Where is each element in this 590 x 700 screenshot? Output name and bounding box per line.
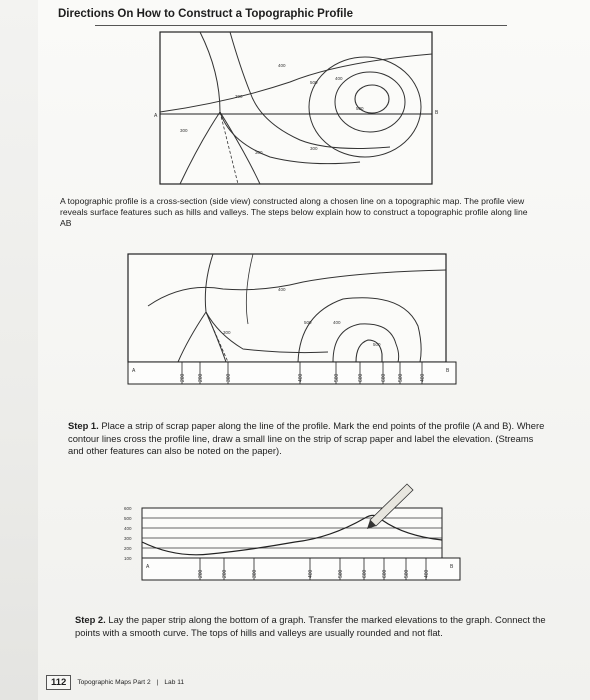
contour-label: 500 xyxy=(310,80,318,85)
graph-y-axis-label: 200 xyxy=(124,546,132,551)
graph-y-axis-label: 600 xyxy=(124,506,132,511)
topographic-map-2 xyxy=(128,254,458,400)
step-2-text: Lay the paper strip along the bottom of a graph. Transfer the marked elevations to the graph. Connect the points with a smooth curve. The tops of hills and valleys are usually rounded and not flat. xyxy=(75,614,546,638)
contour-label: 500 xyxy=(356,106,364,111)
strip-tick-label: 500 xyxy=(398,373,404,382)
footer-separator: | xyxy=(156,679,159,686)
contour-label: 400 xyxy=(278,63,286,68)
point-a-label: A xyxy=(146,564,150,570)
contour-label: 400 xyxy=(335,76,343,81)
contour-label: 300 xyxy=(180,128,188,133)
step-1-label: Step 1. xyxy=(68,420,99,431)
step-1-instructions xyxy=(68,420,550,458)
graph-strip-tick-label: 300 xyxy=(252,569,258,578)
contour-label: 500 xyxy=(304,320,312,325)
graph-strip-tick-label: 600 xyxy=(362,569,368,578)
contour-label: 400 xyxy=(278,287,286,292)
step-2-label: Step 2. xyxy=(75,614,106,625)
point-b-label: B xyxy=(435,110,439,116)
graph-strip-tick-label: 200 xyxy=(198,569,204,578)
title-underline xyxy=(95,25,507,26)
point-b-label: B xyxy=(446,368,450,374)
contour-label: 300 xyxy=(223,330,231,335)
contour-label: 300 xyxy=(235,94,243,99)
strip-tick-label: 400 xyxy=(298,373,304,382)
footer-section: Topographic Maps Part 2 xyxy=(77,679,151,686)
page-number: 112 xyxy=(46,675,71,690)
strip-tick-label: 400 xyxy=(420,373,426,382)
strip-tick-label: 200 xyxy=(198,373,204,382)
point-a-label: A xyxy=(132,368,136,374)
strip-tick-label: 600 xyxy=(381,373,387,382)
graph-strip-tick-label: 500 xyxy=(338,569,344,578)
strip-tick-label: 500 xyxy=(334,373,340,382)
graph-y-axis-label: 400 xyxy=(124,526,132,531)
graph-strip-tick-label: 600 xyxy=(382,569,388,578)
page-footer xyxy=(46,675,184,690)
graph-y-axis-label: 300 xyxy=(124,536,132,541)
strip-tick-label: 300 xyxy=(226,373,232,382)
point-a-label: A xyxy=(154,113,158,119)
graph-y-axis-label: 100 xyxy=(124,556,132,561)
footer-lab: Lab 11 xyxy=(164,679,185,686)
step-2-instructions xyxy=(75,614,550,639)
graph-strip-tick-label: 400 xyxy=(308,569,314,578)
graph-y-axis-label: 500 xyxy=(124,516,132,521)
topographic-map-1 xyxy=(154,32,439,184)
contour-label: 500 xyxy=(373,342,381,347)
contour-label: 400 xyxy=(333,320,341,325)
step-1-text: Place a strip of scrap paper along the line of the profile. Mark the end points of the profile (A and B). Where contour lines cross the profile line, draw a small line on the strip of scrap paper and label the elevation. (Streams and other features can also be noted on the paper). xyxy=(68,420,545,456)
graph-strip-tick-label: 200 xyxy=(222,569,228,578)
graph-strip-tick-label: 400 xyxy=(424,569,430,578)
graph-strip-tick-label: 500 xyxy=(404,569,410,578)
contour-label: 300 xyxy=(255,150,263,155)
page-title: Directions On How to Construct a Topographic Profile xyxy=(58,8,353,20)
strip-tick-label: 200 xyxy=(180,373,186,382)
contour-label: 300 xyxy=(310,146,318,151)
strip-tick-label: 600 xyxy=(358,373,364,382)
intro-paragraph: A topographic profile is a cross-section (side view) constructed along a chosen line on a topographic map. The profile view reveals surface features such as hills and valleys. The steps below explain how to construct a topographic profile along line AB xyxy=(60,196,528,228)
point-b-label: B xyxy=(450,564,454,570)
profile-graph xyxy=(120,480,460,600)
